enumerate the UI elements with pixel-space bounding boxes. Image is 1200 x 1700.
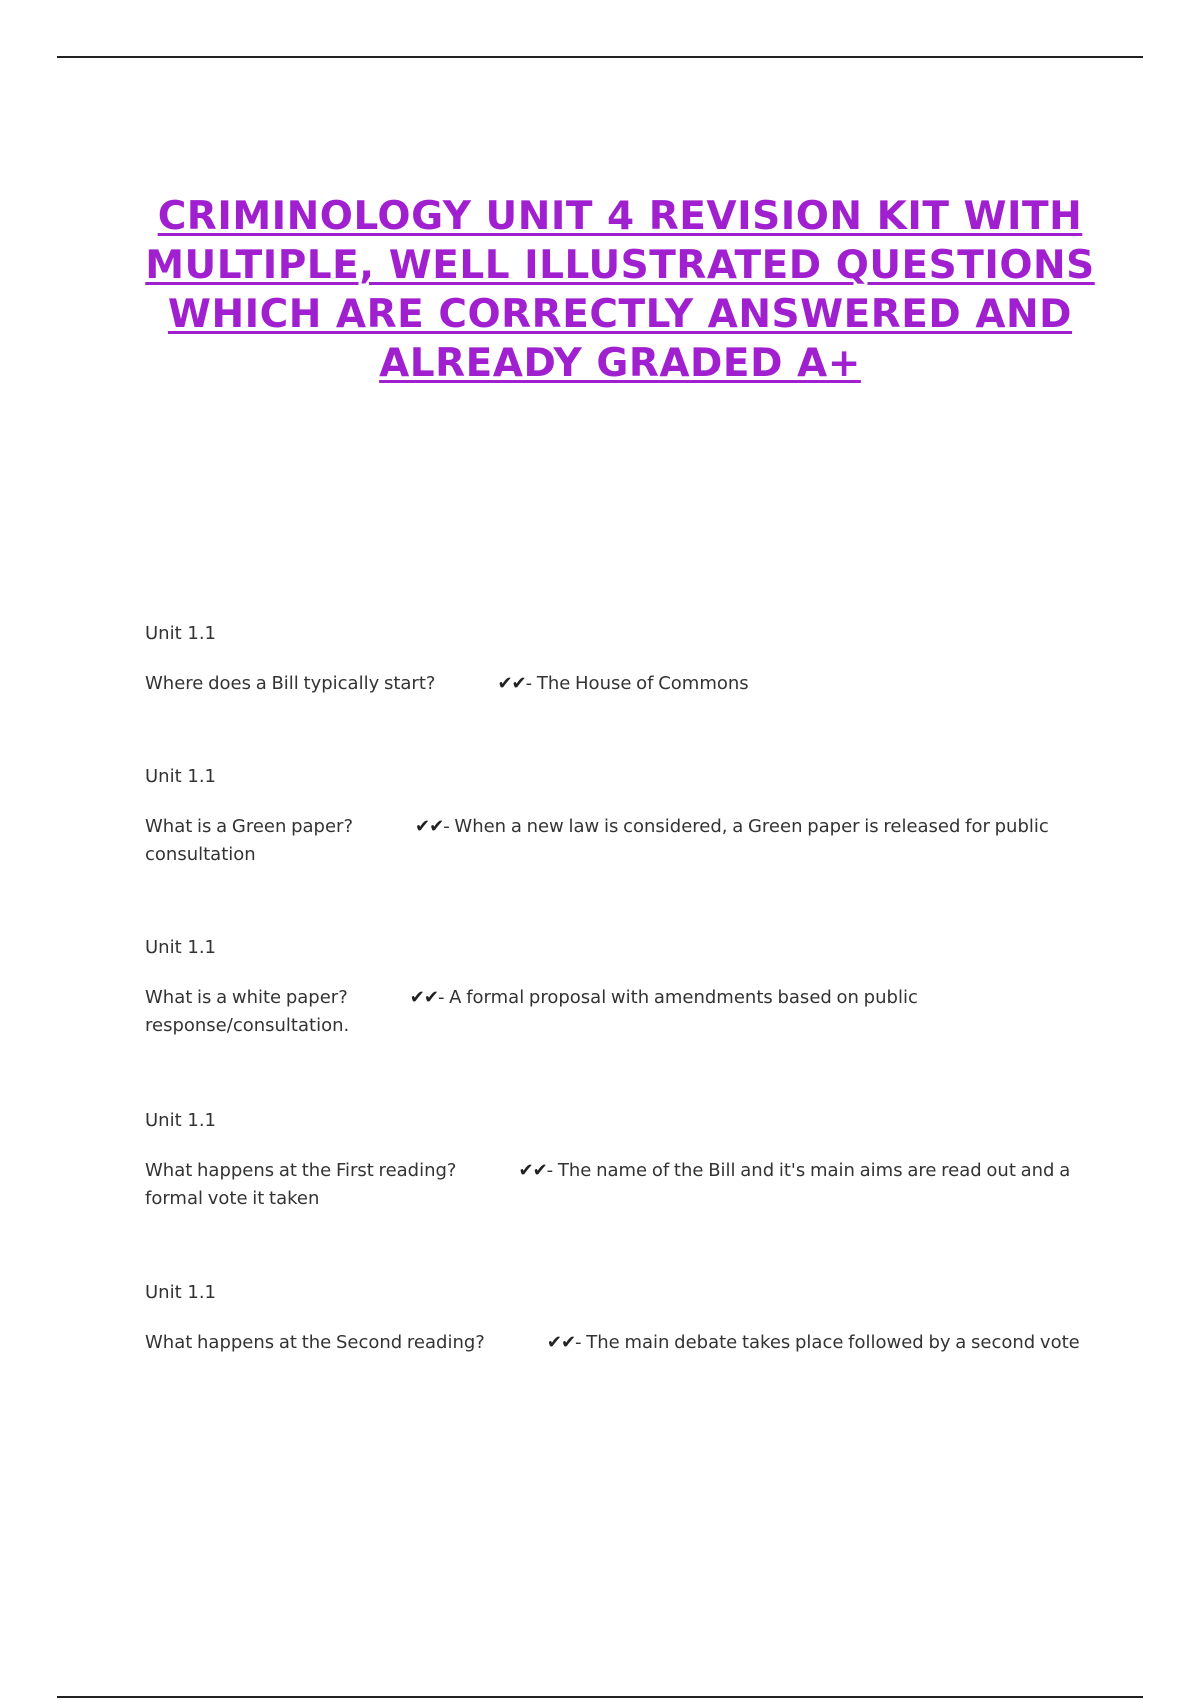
- qa-item: [145, 1281, 1095, 1357]
- check-mark-icon: ✔✔: [409, 987, 438, 1008]
- check-mark-icon: ✔✔: [546, 1332, 576, 1353]
- unit-label: Unit 1.1: [145, 1110, 216, 1131]
- top-rule: [57, 56, 1143, 58]
- question-answer-line: [145, 1329, 1095, 1357]
- check-mark-icon: ✔✔: [518, 1160, 547, 1181]
- check-mark-icon: ✔✔: [497, 673, 526, 694]
- document-title: CRIMINOLOGY UNIT 4 REVISION KIT WITH MULTIPLE, WELL ILLUSTRATED QUESTIONS WHICH ARE CORRECTLY ANSWERED AND ALREADY GRADED A+: [145, 194, 1095, 386]
- question-answer-line: [145, 813, 1095, 869]
- question-answer-line: [145, 984, 1095, 1040]
- unit-label: Unit 1.1: [145, 1282, 216, 1303]
- question-text: What is a white paper?: [145, 987, 348, 1008]
- answer-text: - When a new law is considered, a Green paper is released for public consultation: [145, 816, 1049, 865]
- qa-item: [145, 622, 1095, 698]
- question-answer-line: [145, 670, 1095, 698]
- answer-text: - The House of Commons: [525, 673, 749, 694]
- unit-label: Unit 1.1: [145, 623, 216, 644]
- qa-item: [145, 765, 1095, 869]
- answer-text: - The name of the Bill and it's main aims are read out and a formal vote it taken: [145, 1160, 1071, 1209]
- question-text: What happens at the First reading?: [145, 1160, 457, 1181]
- qa-item: [145, 936, 1095, 1040]
- question-text: What happens at the Second reading?: [145, 1332, 485, 1353]
- qa-item: [145, 1109, 1095, 1213]
- question-text: Where does a Bill typically start?: [145, 673, 436, 694]
- bottom-rule: [57, 1696, 1143, 1698]
- unit-label: Unit 1.1: [145, 937, 216, 958]
- unit-label: Unit 1.1: [145, 766, 216, 787]
- question-answer-line: [145, 1157, 1095, 1213]
- check-mark-icon: ✔✔: [415, 816, 444, 837]
- answer-text: - The main debate takes place followed by a second vote: [575, 1332, 1080, 1353]
- answer-text: - A formal proposal with amendments based on public response/consultation.: [145, 987, 918, 1036]
- question-text: What is a Green paper?: [145, 816, 354, 837]
